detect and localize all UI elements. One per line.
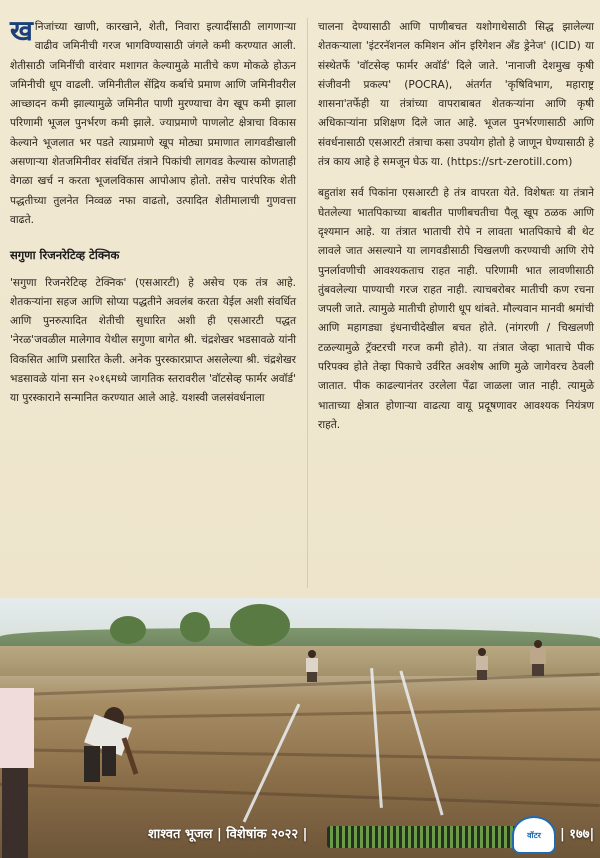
right-column bbox=[318, 18, 594, 435]
photo-tree bbox=[230, 604, 290, 646]
worker-figure bbox=[470, 646, 510, 680]
water-channel bbox=[243, 703, 301, 822]
footer-decoration bbox=[327, 826, 527, 848]
magazine-logo bbox=[512, 816, 556, 854]
water-channel bbox=[370, 668, 383, 808]
page-footer bbox=[0, 816, 600, 858]
column-divider bbox=[307, 18, 308, 588]
paddy-paragraph: बहुतांश सर्व पिकांना एसआरटी हे तंत्र वापरता येते. विशेषतः या तंत्राने घेतलेल्या भातपिकाच्या बाबतीत पाणीबचतीचा पैलू खूप ठळक आणि दृश्यमान आहे. या तंत्रात भाताची रोपे न लावता भातपिकाचे बी थेट लावले जात असल्याने या लागवडीसाठी चिखलणी करण्याची आणि रोपे पुनर्लावणीची आवश्यकताच राहत नाही. परिणामी भात लावणीसाठी तुंबवलेल्या पाण्याची गरज राहत नाही. त्याचबरोबर मातीची कण रचना जपली जाते. त्यामुळे मातीची होणारी धूप थांबते. मौल्यवान मानवी श्रमांची आणि महागड्या इंधनाचीदेखील बचत होते. (नांगरणी / चिखलणी टळल्यामुळे ट्रॅक्टरची गरज कमी होते). या तंत्रात जेव्हा भाताचे पीक परिपक्व होते तेव्हा पिकाचे उर्वरित अवशेष आणि मुळे जागेवरच ठेवली जातात. पीक काढल्यानंतर उरलेला पेंढा जाळला जात नाही. त्यामुळे भाताच्या क्षेत्रात होणाऱ्या वाढत्या वायू प्रदूषणावर आवश्यक नियंत्रण राहते. bbox=[318, 187, 594, 431]
intro-paragraph-text: निजांच्या खाणी, कारखाने, शेती, निवारा इत्यादींसाठी लागणाऱ्या वाढीव जमिनीची गरज भागविण्यासाठी जंगले कमी करण्यात आली. शेतीसाठी जमिनींची वारंवार मशागत केल्यामुळे मातीचे कण मोकळे होऊन जमिनीची धूप वाढली. जमिनीतील सेंद्रिय कर्बाचे प्रमाण आणि जमिनीवरील आच्छादन कमी झाल्यामुळे जमिनीत पाणी मुरण्याचा वेग खूप कमी झाला परिणामी भूजल पुनर्भरण कमी झाले. ज्याप्रमाणे पाणलोट क्षेत्राचा विकास केल्याने भूजलात भर पडते त्याप्रमाणे खूप मोठ्या प्रमाणात लागवडीखाली असणाऱ्या शेतजमिनीवर संवर्धित तंत्राने पिकांची लागवड केल्यास कोणताही वेगळा खर्च न करता भूजलविकास आपोआप होतो. तसेच पारंपरिक शेती पद्धतीच्या तुलनेत निव्वळ नफा वाढतो, उत्पादित शेतीमालाची गुणवत्ता वाढते. bbox=[10, 21, 296, 226]
srt-paragraph: 'सगुणा रिजनरेटिव्ह टेक्निक' (एसआरटी) हे असेच एक तंत्र आहे. शेतकऱ्यांना सहज आणि सोप्या पद्धतीने अवलंब करता येईल अशी संवर्धित आणि पुनरुत्पादित शेतीची सुधारित अशी ही एसआरटी पद्धत 'नेरळ'जवळील मालेगाव येथील सगुणा बागेत श्री. चंद्रशेखर भडसावळे यांनी विकसित आणि प्रसारित केली. अनेक पुरस्कारप्राप्त असलेल्या श्री. चंद्रशेखर भडसावळे यांना सन २०१६मध्ये जागतिक स्तरावरील 'वॉटसेव्ह फार्मर अवॉर्ड' या पुरस्काराने सन्मानित करण्यात आले आहे. यशस्वी जलसंवर्धनाला bbox=[10, 276, 296, 405]
worker-figure bbox=[300, 648, 324, 682]
water-channel bbox=[399, 670, 443, 815]
photo-tree bbox=[180, 612, 210, 642]
farmer-figure bbox=[40, 698, 150, 818]
worker-figure bbox=[520, 638, 560, 678]
field-photo bbox=[0, 598, 600, 858]
intro-paragraph bbox=[10, 14, 296, 230]
left-column bbox=[10, 14, 296, 409]
page-number: | १७७| bbox=[560, 827, 595, 842]
section-heading: सगुणा रिजनरेटिव्ह टेक्निक bbox=[10, 248, 120, 263]
drop-cap: ख bbox=[10, 14, 33, 47]
award-paragraph: चालना देण्यासाठी आणि पाणीबचत यशोगाथेसाठी सिद्ध झालेल्या शेतकऱ्याला 'इंटरनॅशनल कमिशन ऑन इरिगेशन अँड ड्रेनेज' (ICID) या संस्थेतर्फे 'वॉटसेव्ह फार्मर अवॉर्ड' दिले जाते. 'नानाजी देशमुख कृषी संजीवनी प्रकल्प' (POCRA), अंतर्गत 'कृषिविभाग, महाराष्ट्र शासना'तर्फेही या तंत्रांच्या वापराबाबत शेतकऱ्यांना आणि कृषी अधिकाऱ्यांना प्रशिक्षण दिले जात आहे. भूजल पुनर्भरणासाठी आणि संवर्धनासाठी एसआरटी तंत्राचा कसा उपयोग होतो हे जाणून घेण्यासाठी हे तंत्र काय आहे हे समजून घेऊ या. (https://srt-zerotill.com) bbox=[318, 21, 594, 169]
footer-title: शाश्वत भूजल | विशेषांक २०२२ | bbox=[148, 827, 308, 842]
logo-text: वॉटर bbox=[527, 830, 541, 840]
photo-tree bbox=[110, 616, 146, 644]
